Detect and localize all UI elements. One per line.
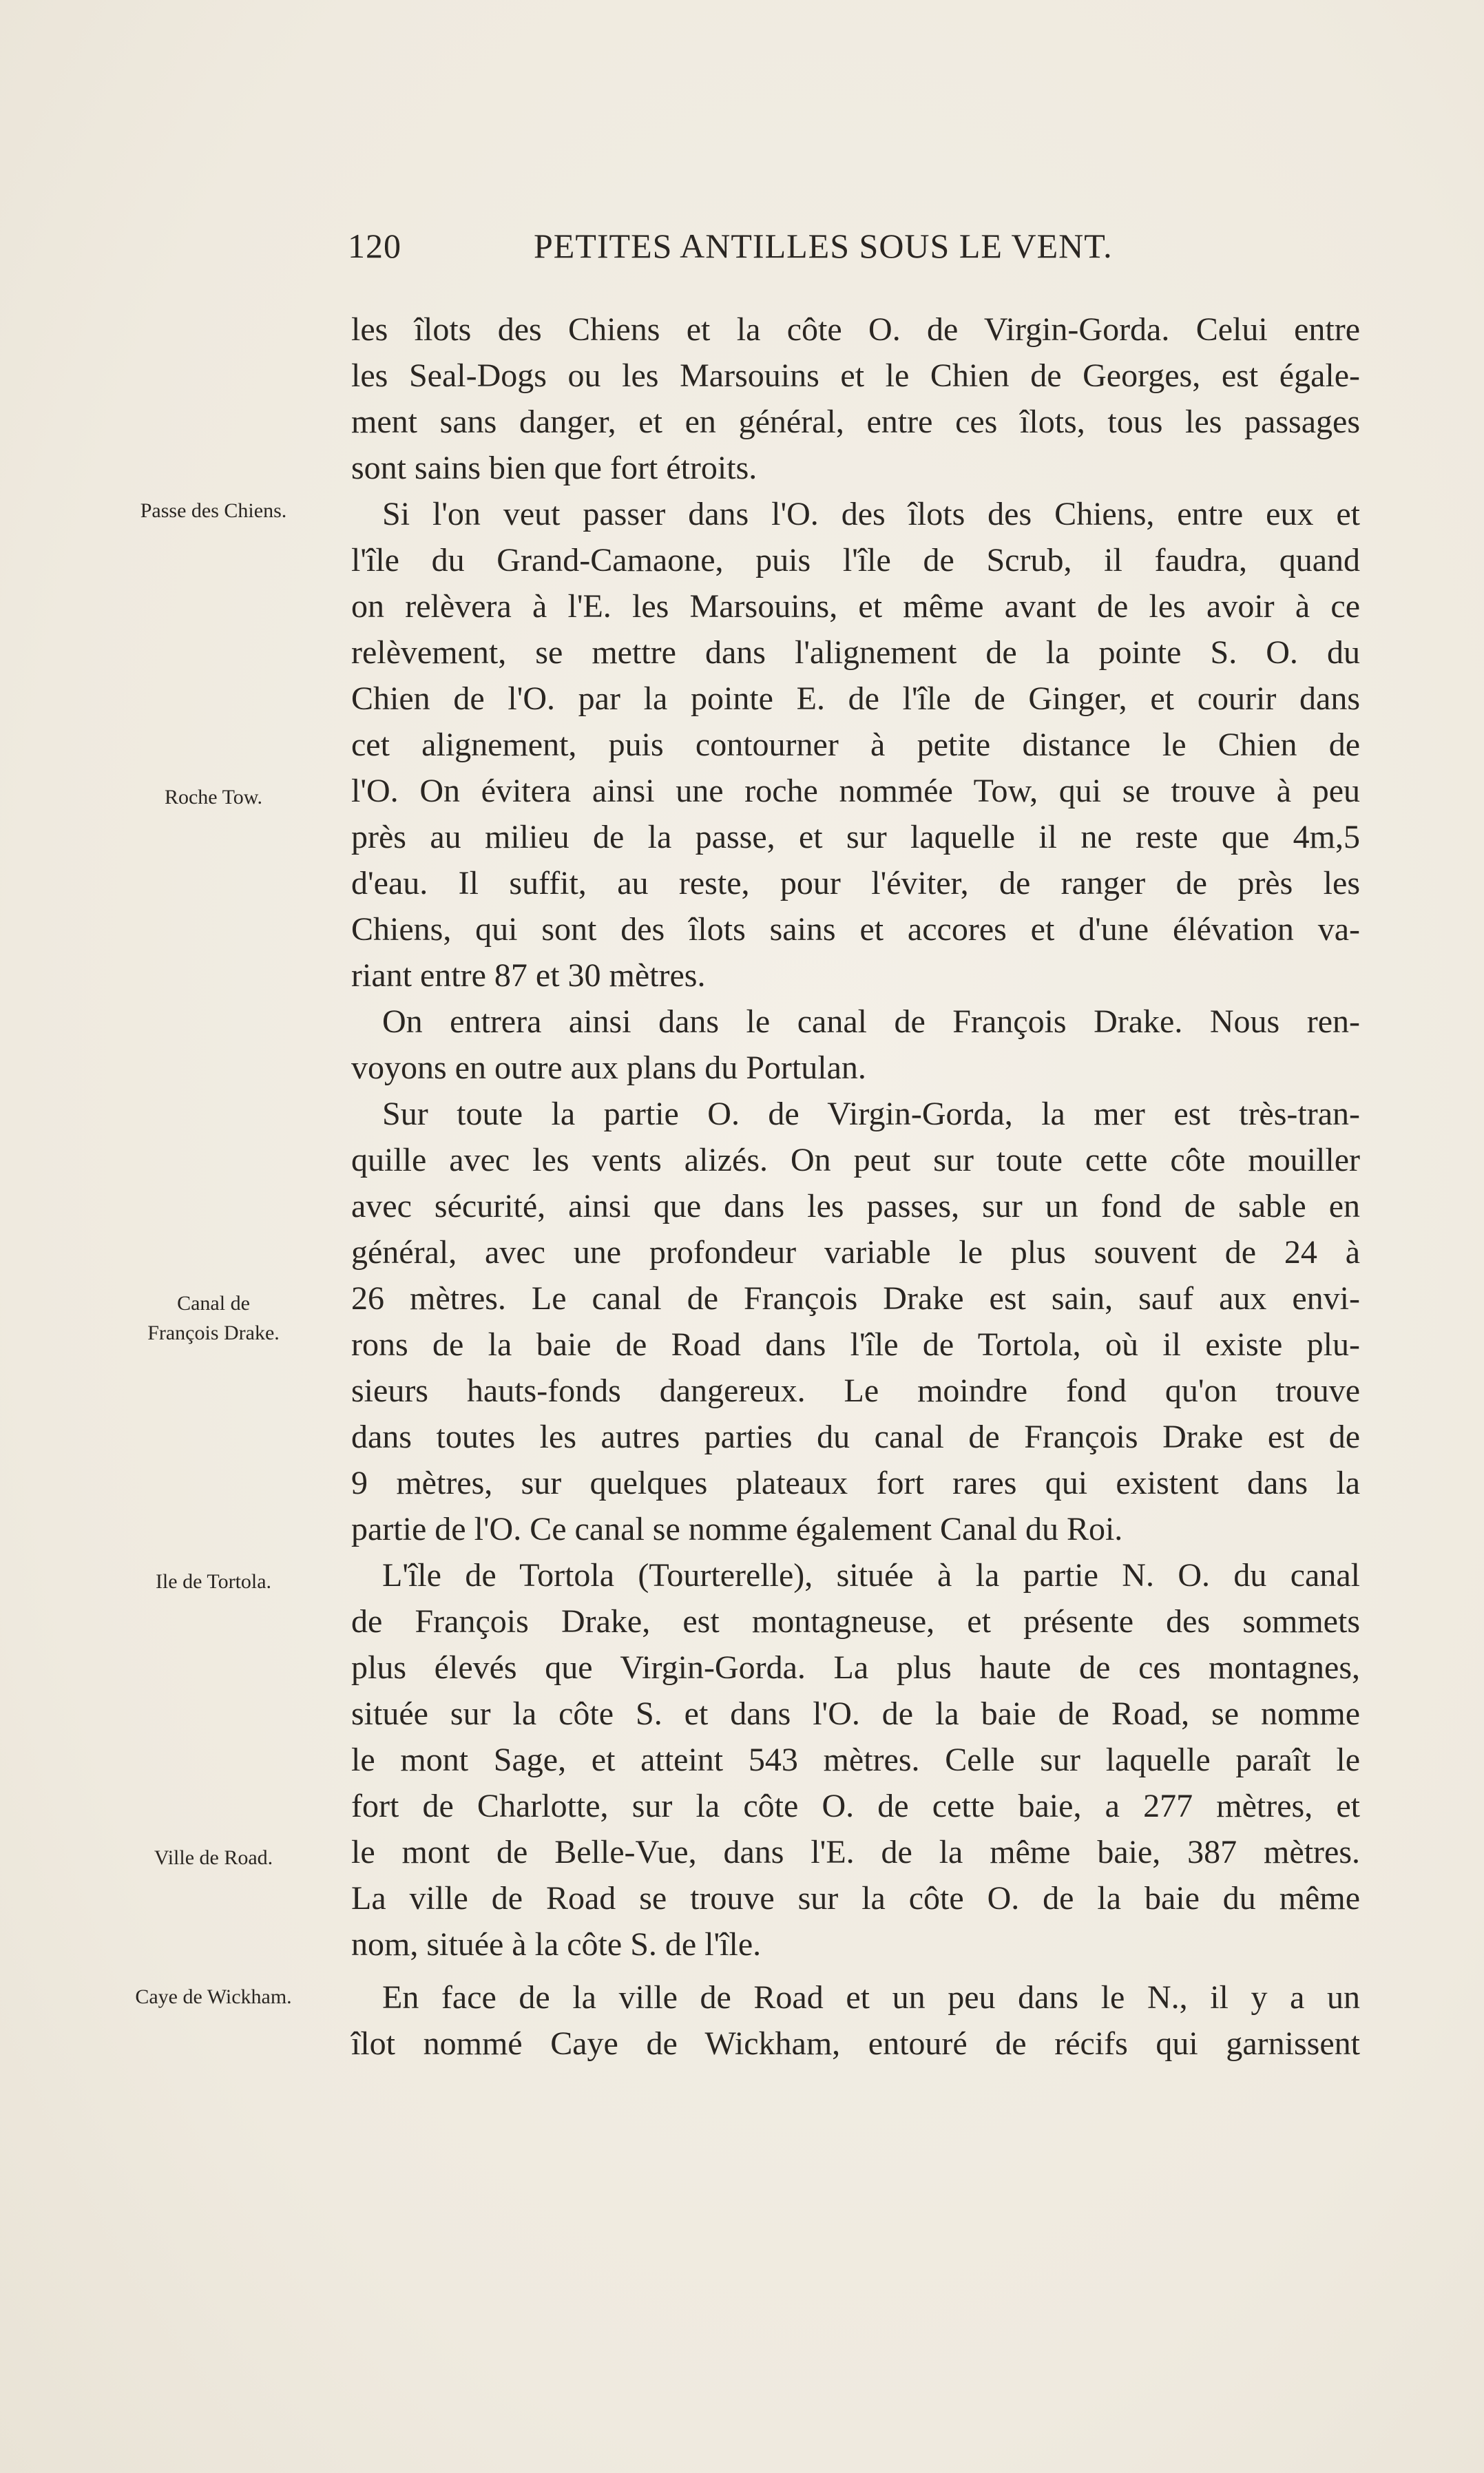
margin-note-francois-drake: François Drake. (147, 1322, 280, 1344)
text-line: le mont de Belle-Vue, dans l'E. de la même baie, 387 mètres. (351, 1834, 1360, 1870)
text-line: En face de la ville de Road et un peu dans le N., il y a un (382, 1979, 1360, 2016)
margin-note-ville-de-road: Ville de Road. (154, 1846, 273, 1869)
text-line: située sur la côte S. et dans l'O. de la baie de Road, se nomme (351, 1695, 1360, 1732)
page-number: 120 (348, 227, 401, 265)
text-line: plus élevés que Virgin-Gorda. La plus haute de ces montagnes, (351, 1649, 1360, 1686)
text-line: partie de l'O. Ce canal se nomme également Canal du Roi. (351, 1511, 1123, 1547)
text-line: de François Drake, est montagneuse, et présente des sommets (351, 1603, 1360, 1640)
text-line: Chien de l'O. par la pointe E. de l'île de Ginger, et courir dans (351, 680, 1360, 717)
text-line: nom, située à la côte S. de l'île. (351, 1926, 762, 1963)
text-line: voyons en outre aux plans du Portulan. (351, 1050, 866, 1086)
text-line: près au milieu de la passe, et sur laquelle il ne reste que 4m,5 (351, 819, 1360, 855)
text-line: d'eau. Il suffit, au reste, pour l'éviter, de ranger de près les (351, 865, 1360, 901)
text-line: fort de Charlotte, sur la côte O. de cette baie, a 277 mètres, et (351, 1788, 1360, 1824)
text-line: Chiens, qui sont des îlots sains et accores et d'une élévation va- (351, 911, 1360, 948)
margin-note-canal-de: Canal de (177, 1292, 250, 1315)
text-line: l'île du Grand-Camaone, puis l'île de Scrub, il faudra, quand (351, 542, 1360, 578)
text-line: 9 mètres, sur quelques plateaux fort rares qui existent dans la (351, 1465, 1360, 1501)
margin-note-ile-de-tortola: Ile de Tortola. (155, 1570, 272, 1593)
text-line: 26 mètres. Le canal de François Drake est sain, sauf aux envi- (351, 1280, 1360, 1317)
text-line: avec sécurité, ainsi que dans les passes, sur un fond de sable en (351, 1188, 1360, 1224)
margin-note-caye-de-wickham: Caye de Wickham. (135, 1985, 292, 2008)
text-line: l'O. On évitera ainsi une roche nommée Tow, qui se trouve à peu (351, 773, 1360, 809)
text-line: sieurs hauts-fonds dangereux. Le moindre fond qu'on trouve (351, 1373, 1360, 1409)
text-line: le mont Sage, et atteint 543 mètres. Celle sur laquelle paraît le (351, 1742, 1360, 1778)
text-line: Sur toute la partie O. de Virgin-Gorda, la mer est très-tran- (382, 1096, 1360, 1132)
text-line: Si l'on veut passer dans l'O. des îlots des Chiens, entre eux et (382, 496, 1360, 532)
text-line: La ville de Road se trouve sur la côte O. de la baie du même (351, 1880, 1360, 1917)
text-line: général, avec une profondeur variable le plus souvent de 24 à (351, 1234, 1360, 1271)
text-line: riant entre 87 et 30 mètres. (351, 957, 706, 994)
text-line: les îlots des Chiens et la côte O. de Virgin-Gorda. Celui entre (351, 311, 1360, 348)
text-line: L'île de Tortola (Tourterelle), située à la partie N. O. du canal (382, 1557, 1360, 1594)
text-line: cet alignement, puis contourner à petite distance le Chien de (351, 727, 1360, 763)
margin-note-roche-tow: Roche Tow. (164, 786, 263, 808)
text-line: quille avec les vents alizés. On peut sur toute cette côte mouiller (351, 1142, 1360, 1178)
text-line: les Seal-Dogs ou les Marsouins et le Chien de Georges, est égale- (351, 357, 1360, 394)
text-line: dans toutes les autres parties du canal de François Drake est de (351, 1419, 1360, 1455)
margin-note-passe-des-chiens: Passe des Chiens. (140, 499, 287, 522)
text-line: ment sans danger, et en général, entre ces îlots, tous les passages (351, 404, 1360, 440)
text-line: sont sains bien que fort étroits. (351, 450, 757, 486)
text-line: rons de la baie de Road dans l'île de Tortola, où il existe plu- (351, 1326, 1360, 1363)
page-header (348, 226, 1363, 281)
text-line: On entrera ainsi dans le canal de François Drake. Nous ren- (382, 1003, 1360, 1040)
running-title: PETITES ANTILLES SOUS LE VENT. (534, 227, 1113, 265)
text-line: relèvement, se mettre dans l'alignement de la pointe S. O. du (351, 634, 1360, 671)
text-line: îlot nommé Caye de Wickham, entouré de récifs qui garnissent (351, 2025, 1360, 2062)
text-line: on relèvera à l'E. les Marsouins, et même avant de les avoir à ce (351, 588, 1360, 625)
